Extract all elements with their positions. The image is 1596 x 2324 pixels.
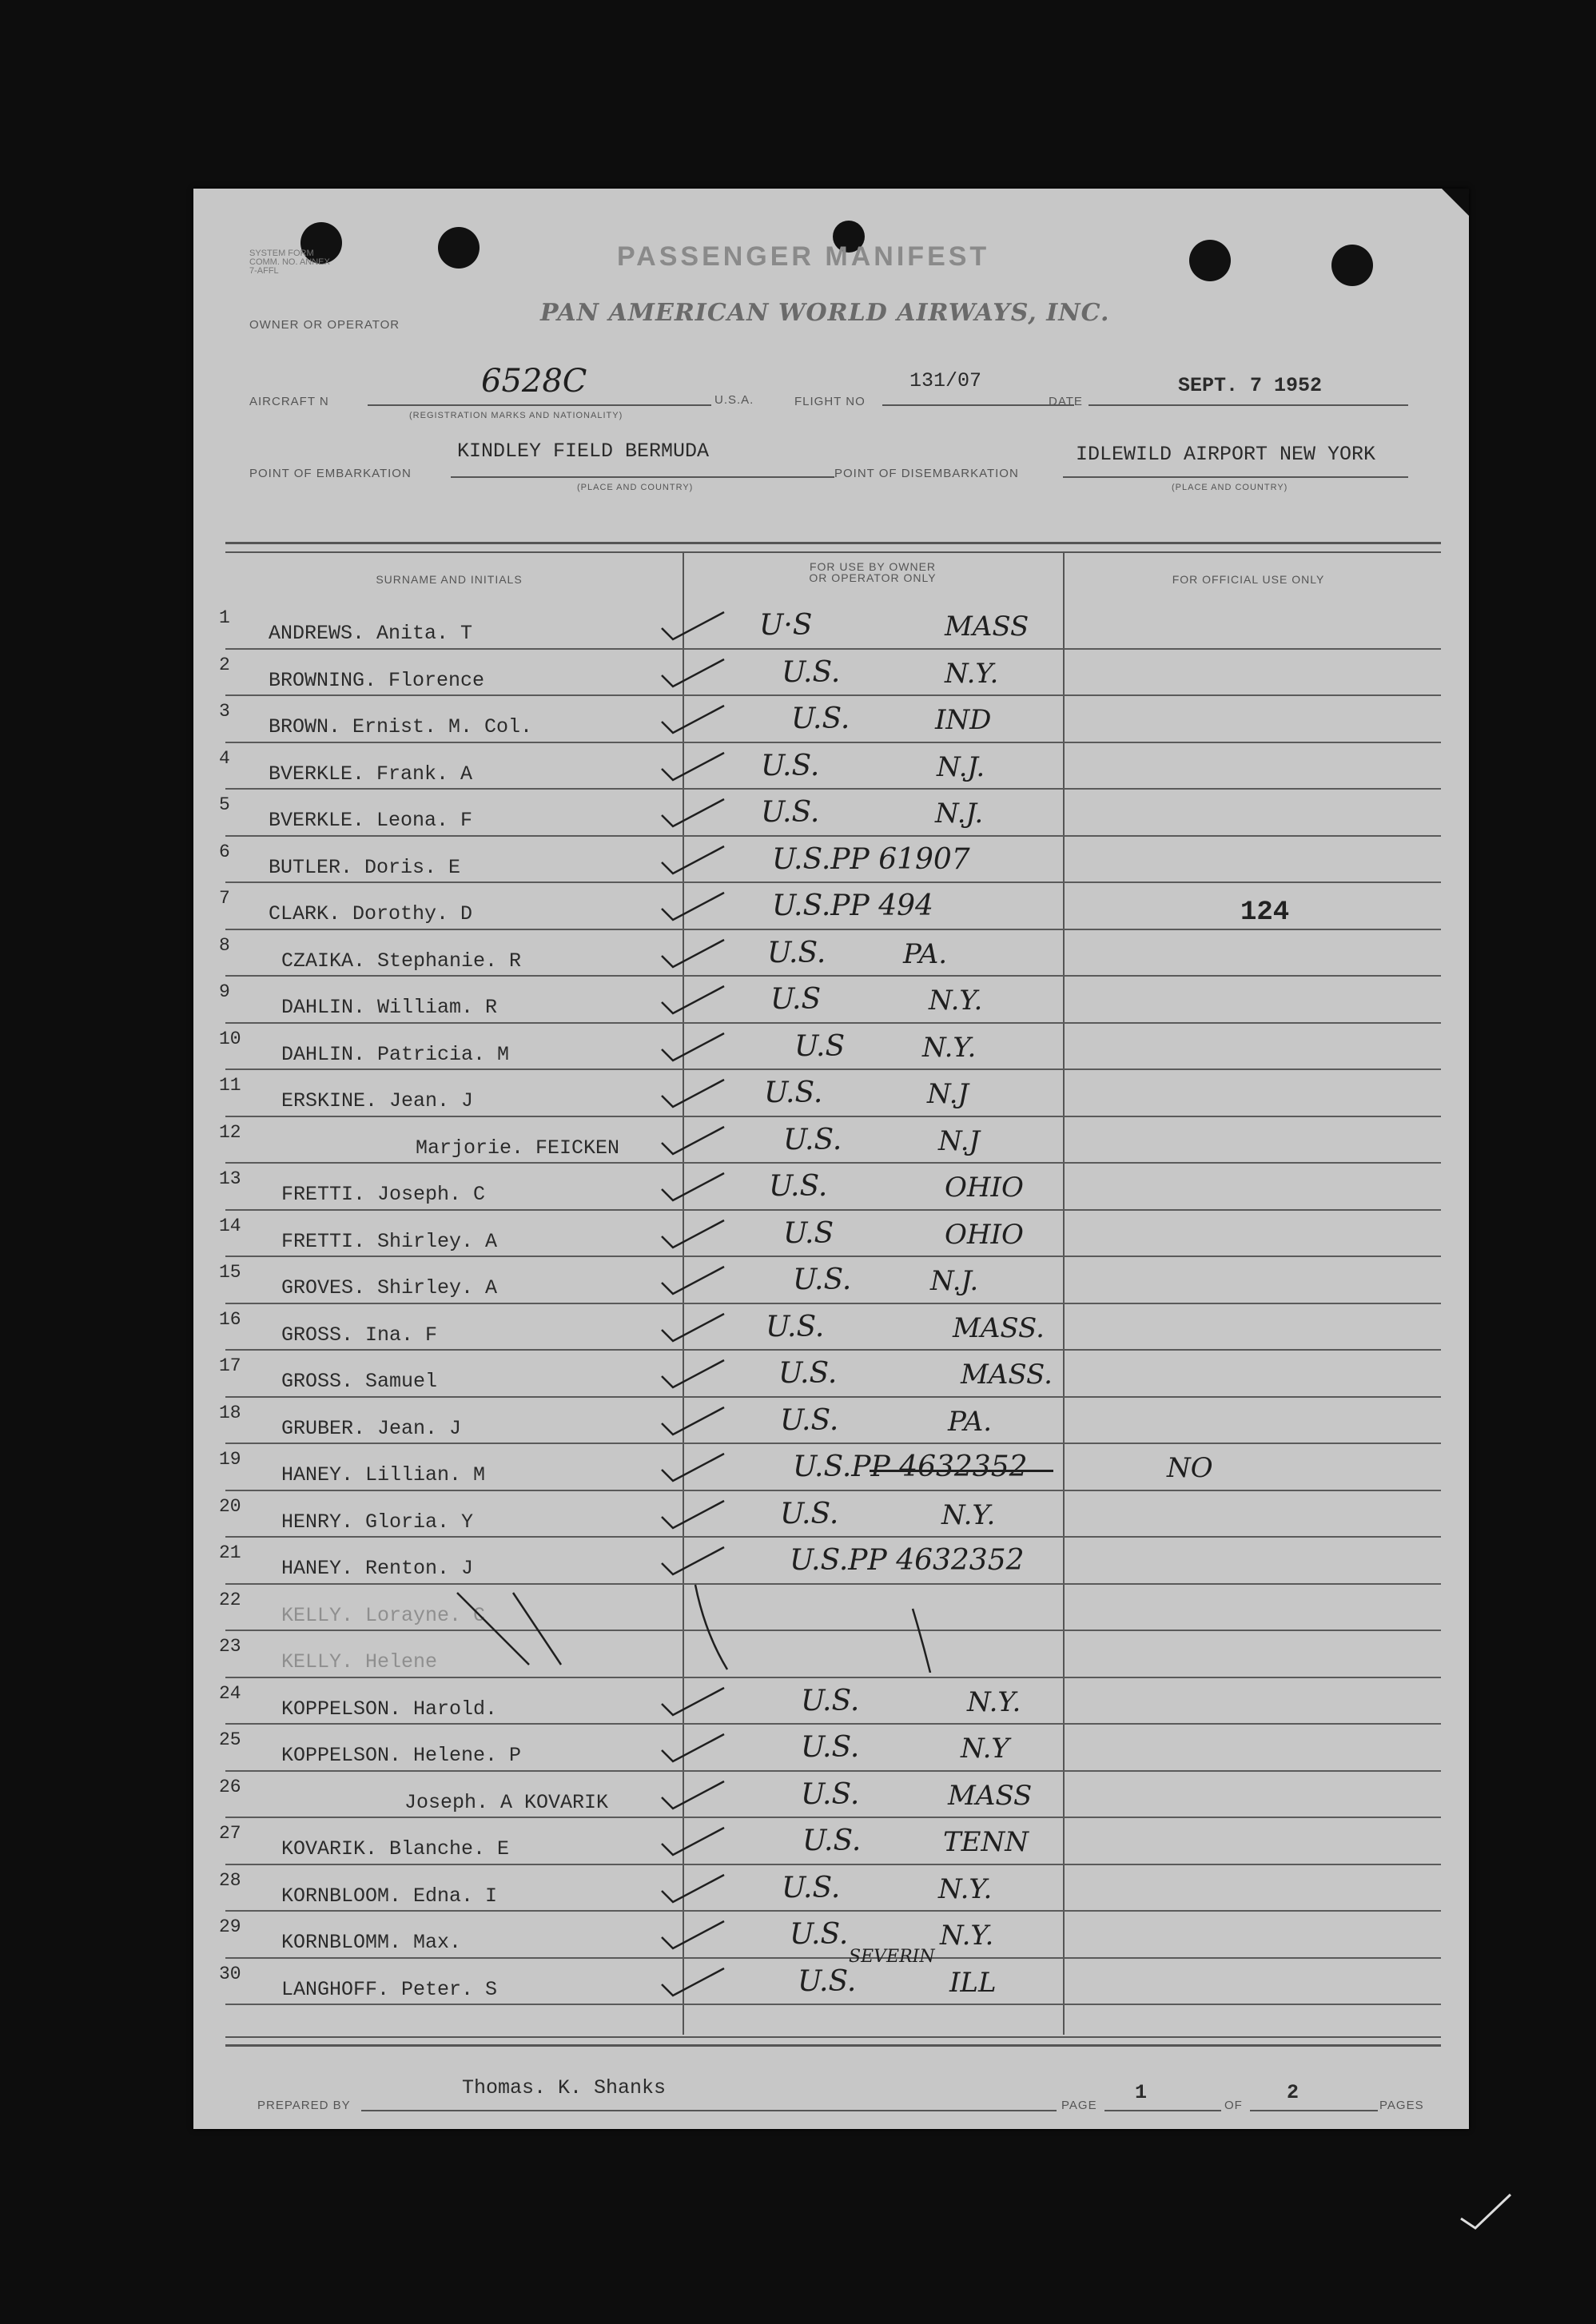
table-row (193, 603, 1469, 650)
usa-label: U.S.A. (714, 393, 754, 407)
passenger-name: ERSKINE. Jean. J (281, 1089, 474, 1112)
official-use-entry: 124 (1240, 897, 1290, 928)
punch-hole (438, 227, 480, 269)
table-row (193, 1725, 1469, 1772)
check-mark-icon (657, 1165, 777, 1207)
nationality-entry: U.S. (801, 1684, 860, 1717)
table-row (193, 930, 1469, 977)
state-entry: MASS. (961, 1359, 1053, 1391)
row-number: 10 (219, 1028, 241, 1049)
passenger-name: HANEY. Renton. J (281, 1557, 474, 1580)
row-number: 3 (219, 701, 230, 722)
state-entry: N.Y. (922, 1031, 977, 1064)
check-mark-icon (657, 1913, 777, 1955)
table-row (193, 1304, 1469, 1351)
aircraft-underline (368, 404, 711, 406)
state-entry: N.Y (961, 1733, 1009, 1765)
table-row (193, 1257, 1469, 1304)
table-row (193, 977, 1469, 1024)
date-underline (1089, 404, 1408, 406)
row-number: 25 (219, 1729, 241, 1750)
nationality-entry: U.S. (782, 1871, 841, 1904)
row-number: 1 (219, 607, 230, 628)
punch-hole (1189, 240, 1231, 281)
pages-label: PAGES (1379, 2099, 1424, 2112)
check-mark-icon (657, 651, 777, 693)
state-entry: N.Y. (945, 657, 999, 690)
check-mark-icon (657, 1399, 777, 1441)
passenger-name: FRETTI. Shirley. A (281, 1229, 498, 1253)
system-form-note: SYSTEM FORM COMM. NO. ANNEX 7-AFFL (249, 249, 330, 276)
passenger-name: BROWNING. Florence (269, 668, 485, 692)
nationality-entry: U.S (770, 983, 822, 1016)
page-label: PAGE (1061, 2099, 1097, 2112)
flight-value: 131/07 (909, 369, 982, 392)
place-note-disembark: (PLACE AND COUNTRY) (1172, 483, 1288, 492)
passenger-name: KOVARIK. Blanche. E (281, 1837, 510, 1860)
row-number: 22 (219, 1589, 241, 1610)
table-top-rule (225, 542, 1441, 544)
nationality-entry: U.S. (798, 1964, 857, 1998)
margin-check-mark (1455, 2190, 1518, 2246)
table-row (193, 1491, 1469, 1538)
punch-hole (1331, 245, 1373, 286)
strikethrough-line (870, 1470, 1053, 1472)
nationality-entry: U.S. (782, 655, 841, 689)
place-note-embark: (PLACE AND COUNTRY) (577, 483, 694, 492)
passenger-name: KELLY. Lorayne. C (281, 1603, 486, 1627)
table-top-rule-2 (225, 551, 1441, 553)
airline-name: PAN AMERICAN WORLD AIRWAYS, INC. (540, 299, 1110, 327)
check-mark-icon (657, 838, 777, 880)
state-entry: N.Y. (967, 1685, 1021, 1718)
embarkation-underline (451, 476, 834, 478)
state-entry: OHIO (945, 1218, 1024, 1251)
nationality-entry: U.S. (801, 1731, 860, 1764)
state-entry: N.J. (930, 1265, 979, 1297)
of-value: 2 (1287, 2081, 1299, 2104)
check-mark-icon (657, 791, 777, 833)
nationality-entry: U.S. (793, 1263, 852, 1296)
row-number: 24 (219, 1682, 241, 1704)
check-mark-icon (657, 745, 777, 786)
of-label: OF (1224, 2099, 1243, 2112)
passenger-name: CLARK. Dorothy. D (269, 902, 473, 925)
check-mark-icon (657, 1072, 777, 1113)
disembarkation-underline (1063, 476, 1408, 478)
passenger-name: HENRY. Gloria. Y (281, 1510, 474, 1534)
nationality-entry: U.S. (790, 1918, 849, 1951)
table-row (193, 696, 1469, 743)
table-row (193, 1912, 1469, 1959)
table-row (193, 790, 1469, 837)
row-number: 28 (219, 1869, 241, 1891)
row-number: 7 (219, 888, 230, 909)
manifest-paper (193, 189, 1469, 2129)
table-row (193, 1631, 1469, 1678)
passenger-name: BVERKLE. Frank. A (269, 762, 473, 786)
check-mark-icon (657, 1493, 777, 1534)
aircraft-value: 6528C (481, 363, 587, 400)
row-number: 14 (219, 1215, 241, 1236)
state-entry: OHIO (945, 1172, 1024, 1204)
date-value: SEPT. 7 1952 (1178, 374, 1323, 397)
check-mark-icon (657, 1446, 777, 1487)
passenger-name: Marjorie. FEICKEN (416, 1136, 620, 1160)
of-underline (1250, 2110, 1378, 2111)
table-row (193, 1585, 1469, 1632)
state-entry: N.Y. (941, 1498, 996, 1531)
embarkation-label: POINT OF EMBARKATION (249, 467, 412, 480)
state-entry: N.Y. (940, 1920, 994, 1952)
check-mark-icon (657, 1820, 777, 1861)
check-mark-icon (657, 1212, 777, 1254)
embarkation-value: KINDLEY FIELD BERMUDA (457, 440, 710, 463)
passenger-name: FRETTI. Joseph. C (281, 1183, 486, 1206)
check-mark-icon (657, 1960, 777, 2002)
passenger-name: BUTLER. Doris. E (269, 855, 461, 879)
passenger-name: KORNBLOMM. Max. (281, 1931, 462, 1954)
table-bottom-rule (225, 2036, 1441, 2038)
table-row (193, 1211, 1469, 1258)
table-row (193, 1818, 1469, 1865)
row-number: 27 (219, 1823, 241, 1844)
row-number: 4 (219, 747, 230, 769)
nationality-entry: U.S. (769, 1170, 828, 1203)
row-rule (225, 2004, 1441, 2005)
passenger-name: KORNBLOOM. Edna. I (281, 1884, 498, 1908)
table-row (193, 1351, 1469, 1398)
passenger-name: Joseph. A KOVARIK (404, 1790, 609, 1814)
prepared-value: Thomas. K. Shanks (462, 2076, 667, 2099)
state-entry: N.Y. (929, 985, 983, 1017)
nationality-entry: U.S (783, 1216, 834, 1250)
passenger-name: LANGHOFF. Peter. S (281, 1977, 498, 2001)
row-number: 19 (219, 1449, 241, 1470)
nationality-entry: U.S. (764, 1076, 823, 1109)
row-number: 16 (219, 1308, 241, 1330)
nationality-entry: U.S. (783, 1123, 842, 1156)
table-row (193, 1398, 1469, 1445)
flight-underline (882, 404, 1074, 406)
state-entry: PA. (948, 1405, 993, 1438)
row-number: 11 (219, 1075, 241, 1096)
nationality-entry: U.S. (761, 796, 820, 829)
prepared-label: PREPARED BY (257, 2099, 351, 2112)
nationality-entry: U.S. (791, 702, 850, 735)
table-row (193, 837, 1469, 884)
table-row (193, 1444, 1469, 1491)
state-entry: MASS (948, 1779, 1033, 1812)
col-header-owner-2: OR OPERATOR ONLY (809, 571, 937, 584)
passenger-name: GROSS. Samuel (281, 1370, 438, 1393)
table-bottom-rule-2 (225, 2044, 1441, 2047)
nationality-entry: U.S. (780, 1403, 839, 1437)
check-mark-icon (657, 885, 777, 926)
state-entry: N.J (927, 1078, 969, 1110)
nationality-entry: U.S (794, 1029, 846, 1063)
state-entry: NO (1167, 1452, 1213, 1484)
table-row (193, 1070, 1469, 1117)
passenger-name: KOPPELSON. Harold. (281, 1697, 498, 1721)
form-title: PASSENGER MANIFEST (617, 241, 990, 272)
page-underline (1104, 2110, 1221, 2111)
row-number: 29 (219, 1916, 241, 1937)
state-entry: N.J. (935, 798, 984, 830)
check-mark-icon (657, 978, 777, 1020)
passenger-name: HANEY. Lillian. M (281, 1463, 486, 1486)
nationality-entry: U.S. (801, 1777, 860, 1811)
aircraft-label: AIRCRAFT N (249, 395, 329, 408)
passenger-name: GROSS. Ina. F (281, 1323, 438, 1347)
passenger-table (193, 603, 1469, 2005)
owner-label: OWNER OR OPERATOR (249, 318, 400, 332)
nationality-entry: U.S.PP 494 (772, 889, 933, 922)
table-row (193, 1024, 1469, 1071)
check-mark-icon (657, 1726, 777, 1768)
row-number: 5 (219, 794, 230, 815)
table-row (193, 743, 1469, 790)
row-number: 8 (219, 934, 230, 956)
nationality-entry: U·S (759, 609, 813, 642)
state-entry: ILL (949, 1966, 997, 1999)
check-mark-icon (657, 1773, 777, 1815)
passenger-name: KELLY. Helene (281, 1650, 438, 1673)
passenger-name: GRUBER. Jean. J (281, 1416, 462, 1440)
row-number: 26 (219, 1776, 241, 1797)
table-row (193, 1772, 1469, 1819)
passenger-name: ANDREWS. Anita. T (269, 622, 473, 645)
nationality-entry: U.S. (766, 1310, 825, 1343)
row-number: 13 (219, 1168, 241, 1189)
check-mark-icon (657, 932, 777, 973)
state-entry: IND (935, 704, 992, 736)
row-number: 18 (219, 1402, 241, 1423)
nationality-entry: U.S. (780, 1497, 839, 1530)
passenger-name: DAHLIN. Patricia. M (281, 1042, 510, 1066)
nationality-entry: U.S.PP 4632352 (793, 1451, 1028, 1483)
check-mark-icon (657, 1352, 777, 1394)
state-entry: PA. (903, 937, 948, 970)
table-row (193, 1117, 1469, 1164)
nationality-entry: U.S.PP 61907 (772, 842, 970, 876)
row-number: 9 (219, 981, 230, 1002)
row30-annotation: SEVERIN (849, 1947, 935, 1967)
table-row (193, 1678, 1469, 1725)
disembarkation-label: POINT OF DISEMBARKATION (834, 467, 1019, 480)
check-mark-icon (657, 1306, 777, 1347)
prepared-underline (361, 2110, 1057, 2111)
row-number: 21 (219, 1542, 241, 1563)
table-row (193, 1959, 1469, 2006)
check-mark-icon (657, 1259, 777, 1300)
check-mark-icon (657, 1867, 777, 1908)
check-mark-icon (657, 1025, 777, 1067)
passenger-name: DAHLIN. William. R (281, 996, 498, 1019)
row-number: 30 (219, 1963, 241, 1984)
table-row (193, 883, 1469, 930)
check-mark-icon (657, 698, 777, 739)
state-entry: TENN (943, 1826, 1029, 1858)
col-header-official: FOR OFFICIAL USE ONLY (1172, 573, 1325, 586)
col-header-owner-1: FOR USE BY OWNER (809, 560, 937, 573)
passenger-name: BROWN. Ernist. M. Col. (269, 715, 533, 738)
passenger-name: BVERKLE. Leona. F (269, 809, 473, 832)
state-entry: MASS. (953, 1311, 1045, 1344)
passenger-name: CZAIKA. Stephanie. R (281, 949, 522, 973)
row-number: 17 (219, 1355, 241, 1376)
row-number: 15 (219, 1262, 241, 1283)
state-entry: N.Y. (938, 1872, 993, 1905)
row-number: 2 (219, 654, 230, 675)
state-entry: N.J. (937, 750, 985, 783)
disembarkation-value: IDLEWILD AIRPORT NEW YORK (1076, 443, 1376, 466)
row-number: 6 (219, 841, 230, 862)
state-entry: MASS (945, 611, 1029, 643)
passenger-name: GROVES. Shirley. A (281, 1276, 498, 1299)
nationality-entry: U.S. (761, 749, 820, 782)
table-row (193, 1164, 1469, 1211)
table-row (193, 1865, 1469, 1912)
page-value: 1 (1135, 2081, 1148, 2104)
row-number: 12 (219, 1121, 241, 1143)
check-mark-icon (657, 1680, 777, 1721)
passenger-name: KOPPELSON. Helene. P (281, 1744, 522, 1767)
paper-corner-fold (1442, 189, 1469, 216)
nationality-entry: U.S.PP 4632352 (790, 1544, 1025, 1577)
nationality-entry: U.S. (802, 1825, 862, 1857)
row-number: 20 (219, 1495, 241, 1517)
check-mark-icon (657, 1539, 777, 1581)
nationality-entry: U.S. (767, 936, 826, 969)
flight-label: FLIGHT NO (794, 395, 866, 408)
nationality-entry: U.S. (778, 1357, 838, 1390)
table-row (193, 650, 1469, 697)
registration-note: (REGISTRATION MARKS AND NATIONALITY) (409, 411, 623, 420)
check-mark-icon (657, 1119, 777, 1160)
state-entry: N.J (938, 1124, 981, 1157)
row-number: 23 (219, 1636, 241, 1657)
date-label: DATE (1049, 395, 1083, 408)
col-header-surname: SURNAME AND INITIALS (376, 573, 523, 586)
